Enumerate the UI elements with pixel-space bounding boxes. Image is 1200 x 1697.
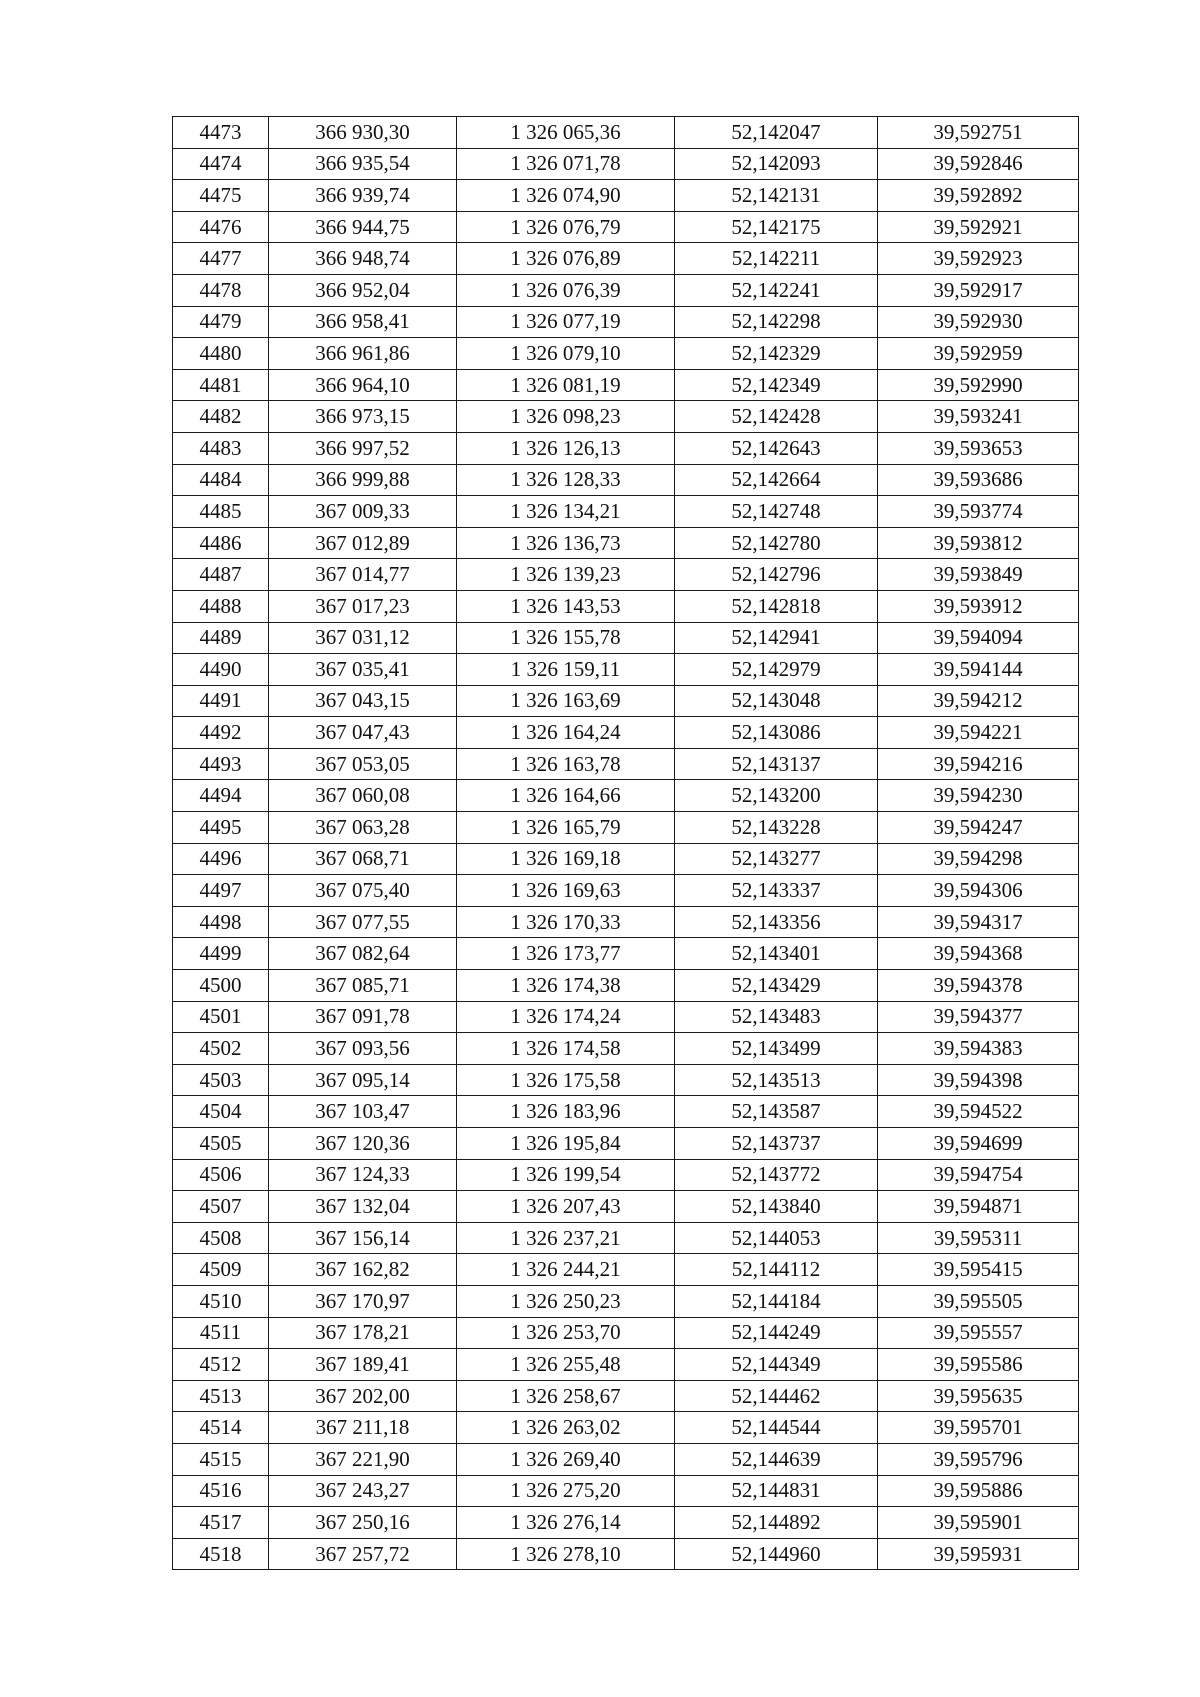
latitude-cell: 52,142349 xyxy=(675,369,878,401)
table-row xyxy=(173,148,1079,180)
y-coordinate-cell: 1 326 128,33 xyxy=(457,464,675,496)
x-coordinate-cell: 366 939,74 xyxy=(269,180,457,212)
y-coordinate-cell: 1 326 098,23 xyxy=(457,401,675,433)
longitude-cell: 39,594871 xyxy=(878,1191,1079,1223)
y-coordinate-cell: 1 326 175,58 xyxy=(457,1064,675,1096)
y-coordinate-cell: 1 326 173,77 xyxy=(457,938,675,970)
longitude-cell: 39,595586 xyxy=(878,1349,1079,1381)
x-coordinate-cell: 367 082,64 xyxy=(269,938,457,970)
y-coordinate-cell: 1 326 065,36 xyxy=(457,117,675,149)
y-coordinate-cell: 1 326 076,39 xyxy=(457,274,675,306)
x-coordinate-cell: 367 031,12 xyxy=(269,622,457,654)
coordinates-table xyxy=(172,116,1079,1570)
y-coordinate-cell: 1 326 134,21 xyxy=(457,496,675,528)
longitude-cell: 39,595415 xyxy=(878,1254,1079,1286)
point-number-cell: 4516 xyxy=(173,1475,269,1507)
x-coordinate-cell: 367 243,27 xyxy=(269,1475,457,1507)
y-coordinate-cell: 1 326 199,54 xyxy=(457,1159,675,1191)
longitude-cell: 39,594212 xyxy=(878,685,1079,717)
latitude-cell: 52,143337 xyxy=(675,875,878,907)
x-coordinate-cell: 367 012,89 xyxy=(269,527,457,559)
point-number-cell: 4507 xyxy=(173,1191,269,1223)
x-coordinate-cell: 367 095,14 xyxy=(269,1064,457,1096)
longitude-cell: 39,594144 xyxy=(878,654,1079,686)
longitude-cell: 39,594298 xyxy=(878,843,1079,875)
latitude-cell: 52,143840 xyxy=(675,1191,878,1223)
table-row xyxy=(173,1475,1079,1507)
table-row xyxy=(173,1096,1079,1128)
x-coordinate-cell: 367 017,23 xyxy=(269,590,457,622)
table-row xyxy=(173,843,1079,875)
latitude-cell: 52,143356 xyxy=(675,906,878,938)
x-coordinate-cell: 367 257,72 xyxy=(269,1538,457,1570)
latitude-cell: 52,143499 xyxy=(675,1033,878,1065)
y-coordinate-cell: 1 326 250,23 xyxy=(457,1285,675,1317)
latitude-cell: 52,142428 xyxy=(675,401,878,433)
latitude-cell: 52,144249 xyxy=(675,1317,878,1349)
longitude-cell: 39,594378 xyxy=(878,970,1079,1002)
table-row xyxy=(173,1001,1079,1033)
table-row xyxy=(173,1349,1079,1381)
latitude-cell: 52,142241 xyxy=(675,274,878,306)
point-number-cell: 4505 xyxy=(173,1128,269,1160)
latitude-cell: 52,144184 xyxy=(675,1285,878,1317)
table-row xyxy=(173,117,1079,149)
latitude-cell: 52,144349 xyxy=(675,1349,878,1381)
point-number-cell: 4513 xyxy=(173,1380,269,1412)
y-coordinate-cell: 1 326 174,38 xyxy=(457,970,675,1002)
point-number-cell: 4518 xyxy=(173,1538,269,1570)
table-row xyxy=(173,654,1079,686)
y-coordinate-cell: 1 326 081,19 xyxy=(457,369,675,401)
latitude-cell: 52,144892 xyxy=(675,1507,878,1539)
table-row xyxy=(173,464,1079,496)
latitude-cell: 52,142780 xyxy=(675,527,878,559)
point-number-cell: 4475 xyxy=(173,180,269,212)
y-coordinate-cell: 1 326 169,63 xyxy=(457,875,675,907)
point-number-cell: 4511 xyxy=(173,1317,269,1349)
y-coordinate-cell: 1 326 159,11 xyxy=(457,654,675,686)
coordinates-table-body xyxy=(173,117,1079,1570)
x-coordinate-cell: 366 997,52 xyxy=(269,432,457,464)
longitude-cell: 39,594699 xyxy=(878,1128,1079,1160)
y-coordinate-cell: 1 326 183,96 xyxy=(457,1096,675,1128)
x-coordinate-cell: 367 189,41 xyxy=(269,1349,457,1381)
x-coordinate-cell: 367 043,15 xyxy=(269,685,457,717)
latitude-cell: 52,143401 xyxy=(675,938,878,970)
y-coordinate-cell: 1 326 163,78 xyxy=(457,748,675,780)
latitude-cell: 52,143137 xyxy=(675,748,878,780)
point-number-cell: 4484 xyxy=(173,464,269,496)
x-coordinate-cell: 367 202,00 xyxy=(269,1380,457,1412)
table-row xyxy=(173,622,1079,654)
latitude-cell: 52,143772 xyxy=(675,1159,878,1191)
latitude-cell: 52,142643 xyxy=(675,432,878,464)
x-coordinate-cell: 367 132,04 xyxy=(269,1191,457,1223)
longitude-cell: 39,594216 xyxy=(878,748,1079,780)
table-row xyxy=(173,1443,1079,1475)
longitude-cell: 39,595311 xyxy=(878,1222,1079,1254)
longitude-cell: 39,593774 xyxy=(878,496,1079,528)
table-row xyxy=(173,970,1079,1002)
table-row xyxy=(173,432,1079,464)
point-number-cell: 4501 xyxy=(173,1001,269,1033)
y-coordinate-cell: 1 326 143,53 xyxy=(457,590,675,622)
latitude-cell: 52,142175 xyxy=(675,211,878,243)
x-coordinate-cell: 367 124,33 xyxy=(269,1159,457,1191)
latitude-cell: 52,142941 xyxy=(675,622,878,654)
x-coordinate-cell: 366 999,88 xyxy=(269,464,457,496)
latitude-cell: 52,142211 xyxy=(675,243,878,275)
point-number-cell: 4473 xyxy=(173,117,269,149)
longitude-cell: 39,594377 xyxy=(878,1001,1079,1033)
point-number-cell: 4474 xyxy=(173,148,269,180)
latitude-cell: 52,142298 xyxy=(675,306,878,338)
point-number-cell: 4502 xyxy=(173,1033,269,1065)
longitude-cell: 39,594383 xyxy=(878,1033,1079,1065)
latitude-cell: 52,142329 xyxy=(675,338,878,370)
latitude-cell: 52,142093 xyxy=(675,148,878,180)
y-coordinate-cell: 1 326 174,24 xyxy=(457,1001,675,1033)
point-number-cell: 4493 xyxy=(173,748,269,780)
table-row xyxy=(173,717,1079,749)
longitude-cell: 39,595557 xyxy=(878,1317,1079,1349)
longitude-cell: 39,595931 xyxy=(878,1538,1079,1570)
point-number-cell: 4480 xyxy=(173,338,269,370)
y-coordinate-cell: 1 326 278,10 xyxy=(457,1538,675,1570)
y-coordinate-cell: 1 326 071,78 xyxy=(457,148,675,180)
table-row xyxy=(173,559,1079,591)
y-coordinate-cell: 1 326 195,84 xyxy=(457,1128,675,1160)
point-number-cell: 4492 xyxy=(173,717,269,749)
table-row xyxy=(173,401,1079,433)
x-coordinate-cell: 367 053,05 xyxy=(269,748,457,780)
longitude-cell: 39,594306 xyxy=(878,875,1079,907)
y-coordinate-cell: 1 326 165,79 xyxy=(457,812,675,844)
y-coordinate-cell: 1 326 136,73 xyxy=(457,527,675,559)
table-row xyxy=(173,1159,1079,1191)
longitude-cell: 39,595505 xyxy=(878,1285,1079,1317)
x-coordinate-cell: 367 221,90 xyxy=(269,1443,457,1475)
y-coordinate-cell: 1 326 076,89 xyxy=(457,243,675,275)
point-number-cell: 4496 xyxy=(173,843,269,875)
x-coordinate-cell: 367 211,18 xyxy=(269,1412,457,1444)
x-coordinate-cell: 366 944,75 xyxy=(269,211,457,243)
longitude-cell: 39,592990 xyxy=(878,369,1079,401)
x-coordinate-cell: 367 120,36 xyxy=(269,1128,457,1160)
latitude-cell: 52,143587 xyxy=(675,1096,878,1128)
table-row xyxy=(173,369,1079,401)
y-coordinate-cell: 1 326 139,23 xyxy=(457,559,675,591)
point-number-cell: 4479 xyxy=(173,306,269,338)
y-coordinate-cell: 1 326 077,19 xyxy=(457,306,675,338)
longitude-cell: 39,594094 xyxy=(878,622,1079,654)
latitude-cell: 52,144544 xyxy=(675,1412,878,1444)
table-row xyxy=(173,812,1079,844)
y-coordinate-cell: 1 326 163,69 xyxy=(457,685,675,717)
x-coordinate-cell: 367 075,40 xyxy=(269,875,457,907)
table-row xyxy=(173,338,1079,370)
longitude-cell: 39,592959 xyxy=(878,338,1079,370)
point-number-cell: 4485 xyxy=(173,496,269,528)
latitude-cell: 52,142047 xyxy=(675,117,878,149)
latitude-cell: 52,143513 xyxy=(675,1064,878,1096)
latitude-cell: 52,144831 xyxy=(675,1475,878,1507)
latitude-cell: 52,143737 xyxy=(675,1128,878,1160)
table-row xyxy=(173,243,1079,275)
longitude-cell: 39,592892 xyxy=(878,180,1079,212)
table-row xyxy=(173,1285,1079,1317)
table-row xyxy=(173,906,1079,938)
point-number-cell: 4477 xyxy=(173,243,269,275)
longitude-cell: 39,593686 xyxy=(878,464,1079,496)
point-number-cell: 4478 xyxy=(173,274,269,306)
table-row xyxy=(173,685,1079,717)
latitude-cell: 52,142818 xyxy=(675,590,878,622)
latitude-cell: 52,143228 xyxy=(675,812,878,844)
x-coordinate-cell: 367 091,78 xyxy=(269,1001,457,1033)
y-coordinate-cell: 1 326 164,66 xyxy=(457,780,675,812)
longitude-cell: 39,595796 xyxy=(878,1443,1079,1475)
point-number-cell: 4490 xyxy=(173,654,269,686)
x-coordinate-cell: 367 178,21 xyxy=(269,1317,457,1349)
table-row xyxy=(173,780,1079,812)
x-coordinate-cell: 367 156,14 xyxy=(269,1222,457,1254)
y-coordinate-cell: 1 326 244,21 xyxy=(457,1254,675,1286)
latitude-cell: 52,142796 xyxy=(675,559,878,591)
longitude-cell: 39,594230 xyxy=(878,780,1079,812)
latitude-cell: 52,144960 xyxy=(675,1538,878,1570)
table-row xyxy=(173,1507,1079,1539)
point-number-cell: 4481 xyxy=(173,369,269,401)
y-coordinate-cell: 1 326 164,24 xyxy=(457,717,675,749)
y-coordinate-cell: 1 326 170,33 xyxy=(457,906,675,938)
longitude-cell: 39,592846 xyxy=(878,148,1079,180)
point-number-cell: 4504 xyxy=(173,1096,269,1128)
point-number-cell: 4510 xyxy=(173,1285,269,1317)
longitude-cell: 39,593849 xyxy=(878,559,1079,591)
point-number-cell: 4508 xyxy=(173,1222,269,1254)
table-row xyxy=(173,1222,1079,1254)
y-coordinate-cell: 1 326 258,67 xyxy=(457,1380,675,1412)
point-number-cell: 4500 xyxy=(173,970,269,1002)
table-row xyxy=(173,1128,1079,1160)
point-number-cell: 4488 xyxy=(173,590,269,622)
table-row xyxy=(173,1033,1079,1065)
longitude-cell: 39,595901 xyxy=(878,1507,1079,1539)
point-number-cell: 4494 xyxy=(173,780,269,812)
latitude-cell: 52,144462 xyxy=(675,1380,878,1412)
table-row xyxy=(173,748,1079,780)
y-coordinate-cell: 1 326 079,10 xyxy=(457,338,675,370)
point-number-cell: 4509 xyxy=(173,1254,269,1286)
y-coordinate-cell: 1 326 174,58 xyxy=(457,1033,675,1065)
x-coordinate-cell: 366 973,15 xyxy=(269,401,457,433)
y-coordinate-cell: 1 326 263,02 xyxy=(457,1412,675,1444)
point-number-cell: 4512 xyxy=(173,1349,269,1381)
point-number-cell: 4506 xyxy=(173,1159,269,1191)
x-coordinate-cell: 366 948,74 xyxy=(269,243,457,275)
point-number-cell: 4483 xyxy=(173,432,269,464)
point-number-cell: 4515 xyxy=(173,1443,269,1475)
y-coordinate-cell: 1 326 207,43 xyxy=(457,1191,675,1223)
table-row xyxy=(173,938,1079,970)
longitude-cell: 39,593241 xyxy=(878,401,1079,433)
longitude-cell: 39,594368 xyxy=(878,938,1079,970)
point-number-cell: 4495 xyxy=(173,812,269,844)
point-number-cell: 4503 xyxy=(173,1064,269,1096)
table-row xyxy=(173,1254,1079,1286)
table-row xyxy=(173,211,1079,243)
latitude-cell: 52,143200 xyxy=(675,780,878,812)
latitude-cell: 52,142748 xyxy=(675,496,878,528)
table-row xyxy=(173,496,1079,528)
x-coordinate-cell: 367 009,33 xyxy=(269,496,457,528)
y-coordinate-cell: 1 326 169,18 xyxy=(457,843,675,875)
longitude-cell: 39,592921 xyxy=(878,211,1079,243)
point-number-cell: 4497 xyxy=(173,875,269,907)
y-coordinate-cell: 1 326 074,90 xyxy=(457,180,675,212)
x-coordinate-cell: 367 250,16 xyxy=(269,1507,457,1539)
table-row xyxy=(173,1412,1079,1444)
point-number-cell: 4514 xyxy=(173,1412,269,1444)
x-coordinate-cell: 366 964,10 xyxy=(269,369,457,401)
table-row xyxy=(173,1064,1079,1096)
longitude-cell: 39,594317 xyxy=(878,906,1079,938)
x-coordinate-cell: 367 047,43 xyxy=(269,717,457,749)
table-row xyxy=(173,1380,1079,1412)
table-row xyxy=(173,306,1079,338)
x-coordinate-cell: 367 085,71 xyxy=(269,970,457,1002)
latitude-cell: 52,143483 xyxy=(675,1001,878,1033)
longitude-cell: 39,593653 xyxy=(878,432,1079,464)
longitude-cell: 39,593912 xyxy=(878,590,1079,622)
longitude-cell: 39,594754 xyxy=(878,1159,1079,1191)
latitude-cell: 52,143048 xyxy=(675,685,878,717)
x-coordinate-cell: 367 170,97 xyxy=(269,1285,457,1317)
table-row xyxy=(173,1317,1079,1349)
x-coordinate-cell: 367 063,28 xyxy=(269,812,457,844)
latitude-cell: 52,144112 xyxy=(675,1254,878,1286)
longitude-cell: 39,592923 xyxy=(878,243,1079,275)
latitude-cell: 52,143277 xyxy=(675,843,878,875)
point-number-cell: 4517 xyxy=(173,1507,269,1539)
table-row xyxy=(173,274,1079,306)
table-row xyxy=(173,1191,1079,1223)
x-coordinate-cell: 366 961,86 xyxy=(269,338,457,370)
latitude-cell: 52,142131 xyxy=(675,180,878,212)
table-row xyxy=(173,1538,1079,1570)
latitude-cell: 52,142979 xyxy=(675,654,878,686)
x-coordinate-cell: 367 035,41 xyxy=(269,654,457,686)
latitude-cell: 52,144639 xyxy=(675,1443,878,1475)
latitude-cell: 52,142664 xyxy=(675,464,878,496)
point-number-cell: 4489 xyxy=(173,622,269,654)
x-coordinate-cell: 366 958,41 xyxy=(269,306,457,338)
x-coordinate-cell: 367 068,71 xyxy=(269,843,457,875)
point-number-cell: 4476 xyxy=(173,211,269,243)
table-row xyxy=(173,180,1079,212)
x-coordinate-cell: 367 014,77 xyxy=(269,559,457,591)
x-coordinate-cell: 366 930,30 xyxy=(269,117,457,149)
longitude-cell: 39,592751 xyxy=(878,117,1079,149)
y-coordinate-cell: 1 326 276,14 xyxy=(457,1507,675,1539)
table-row xyxy=(173,590,1079,622)
longitude-cell: 39,592917 xyxy=(878,274,1079,306)
longitude-cell: 39,594221 xyxy=(878,717,1079,749)
longitude-cell: 39,594247 xyxy=(878,812,1079,844)
table-row xyxy=(173,875,1079,907)
x-coordinate-cell: 367 077,55 xyxy=(269,906,457,938)
longitude-cell: 39,595635 xyxy=(878,1380,1079,1412)
x-coordinate-cell: 367 093,56 xyxy=(269,1033,457,1065)
latitude-cell: 52,144053 xyxy=(675,1222,878,1254)
point-number-cell: 4498 xyxy=(173,906,269,938)
y-coordinate-cell: 1 326 269,40 xyxy=(457,1443,675,1475)
point-number-cell: 4499 xyxy=(173,938,269,970)
longitude-cell: 39,592930 xyxy=(878,306,1079,338)
point-number-cell: 4486 xyxy=(173,527,269,559)
table-row xyxy=(173,527,1079,559)
latitude-cell: 52,143086 xyxy=(675,717,878,749)
longitude-cell: 39,594522 xyxy=(878,1096,1079,1128)
point-number-cell: 4487 xyxy=(173,559,269,591)
latitude-cell: 52,143429 xyxy=(675,970,878,1002)
x-coordinate-cell: 366 935,54 xyxy=(269,148,457,180)
y-coordinate-cell: 1 326 155,78 xyxy=(457,622,675,654)
point-number-cell: 4491 xyxy=(173,685,269,717)
longitude-cell: 39,593812 xyxy=(878,527,1079,559)
y-coordinate-cell: 1 326 126,13 xyxy=(457,432,675,464)
y-coordinate-cell: 1 326 076,79 xyxy=(457,211,675,243)
longitude-cell: 39,595701 xyxy=(878,1412,1079,1444)
point-number-cell: 4482 xyxy=(173,401,269,433)
x-coordinate-cell: 367 103,47 xyxy=(269,1096,457,1128)
longitude-cell: 39,594398 xyxy=(878,1064,1079,1096)
y-coordinate-cell: 1 326 275,20 xyxy=(457,1475,675,1507)
x-coordinate-cell: 367 060,08 xyxy=(269,780,457,812)
x-coordinate-cell: 367 162,82 xyxy=(269,1254,457,1286)
longitude-cell: 39,595886 xyxy=(878,1475,1079,1507)
y-coordinate-cell: 1 326 237,21 xyxy=(457,1222,675,1254)
y-coordinate-cell: 1 326 253,70 xyxy=(457,1317,675,1349)
x-coordinate-cell: 366 952,04 xyxy=(269,274,457,306)
y-coordinate-cell: 1 326 255,48 xyxy=(457,1349,675,1381)
